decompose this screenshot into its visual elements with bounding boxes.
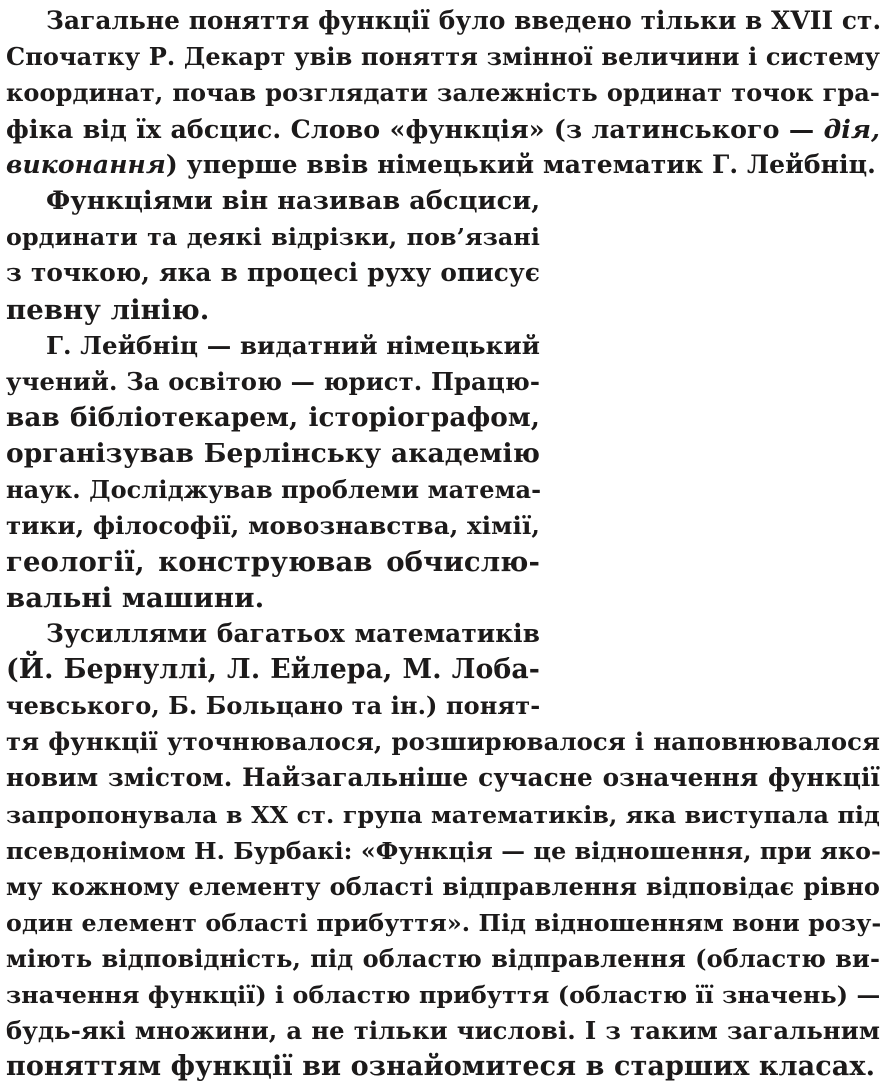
paragraph-4-line-9: один елемент області прибуття». Під відношенням вони розу- bbox=[6, 909, 882, 937]
paragraph-4-line-13: поняттям функції ви ознайомитеся в старших класах. bbox=[6, 1051, 876, 1082]
paragraph-4-line-2: (Й. Бернуллі, Л. Ейлера, М. Лоба- bbox=[6, 654, 540, 685]
paragraph-2-line-3: з точкою, яка в процесі руху описує bbox=[6, 258, 540, 287]
paragraph-3-line-6: тики, філософії, мовознавства, хімії, bbox=[6, 511, 540, 540]
paragraph-1-line-5-text: ) уперше ввів німецький математик Г. Лейбніц. bbox=[165, 150, 876, 179]
paragraph-4-line-3: чевського, Б. Больцано та ін.) понят- bbox=[6, 691, 541, 720]
paragraph-2-line-4: певну лінію. bbox=[6, 294, 210, 326]
paragraph-4-line-8: му кожному елементу області відправлення відповідає рівно bbox=[6, 872, 880, 901]
paragraph-3-line-7: геології, конструював обчислю- bbox=[6, 546, 540, 578]
paragraph-1-line-3: координат, почав розглядати залежність ординат точок гра- bbox=[6, 78, 880, 107]
paragraph-3-line-1: Г. Лейбніц — видатний німецький bbox=[46, 331, 540, 360]
paragraph-1-line-4-text: фіка від їх абсцис. Слово «функція» (з латинського — bbox=[6, 114, 824, 144]
paragraph-3-line-8: вальні машини. bbox=[6, 582, 265, 614]
paragraph-4-line-11: значення функції) і областю прибуття (областю її значень) — bbox=[6, 981, 881, 1009]
paragraph-3-line-3: вав бібліотекарем, історіографом, bbox=[6, 402, 540, 433]
paragraph-1-line-1: Загальне поняття функції було введено тільки в XVII ст. bbox=[46, 6, 882, 35]
paragraph-3-line-5: наук. Досліджував проблеми матема- bbox=[6, 475, 542, 504]
paragraph-4-line-4: тя функції уточнювалося, розширювалося і наповнювалося bbox=[6, 727, 880, 756]
paragraph-1-line-4-italic: дія, bbox=[823, 114, 880, 144]
paragraph-3-line-2: учений. За освітою — юрист. Працю- bbox=[6, 367, 540, 396]
paragraph-4-line-5: новим змістом. Найзагальніше сучасне означення функції bbox=[6, 763, 880, 792]
paragraph-4-line-6: запропонувала в XX ст. група математиків, яка виступала під bbox=[6, 801, 880, 829]
paragraph-3-line-4: організував Берлінську академію bbox=[6, 438, 540, 469]
paragraph-4-line-7: псевдонімом Н. Бурбакі: «Функція — це відношення, при яко- bbox=[6, 837, 881, 865]
paragraph-1-line-5-italic: виконання bbox=[6, 150, 166, 179]
paragraph-1-line-2: Спочатку Р. Декарт увів поняття змінної величини і систему bbox=[6, 42, 880, 71]
paragraph-2-line-1: Функціями він називав абсциси, bbox=[46, 186, 541, 216]
paragraph-4-line-10: міють відповідність, під областю відправлення (областю ви- bbox=[6, 944, 880, 973]
paragraph-4-line-1: Зусиллями багатьох математиків bbox=[46, 619, 540, 648]
paragraph-2-line-2: ординати та деякі відрізки, пов’язані bbox=[6, 223, 540, 251]
paragraph-4-line-12: будь-які множини, а не тільки числові. І з таким загальним bbox=[6, 1016, 880, 1045]
